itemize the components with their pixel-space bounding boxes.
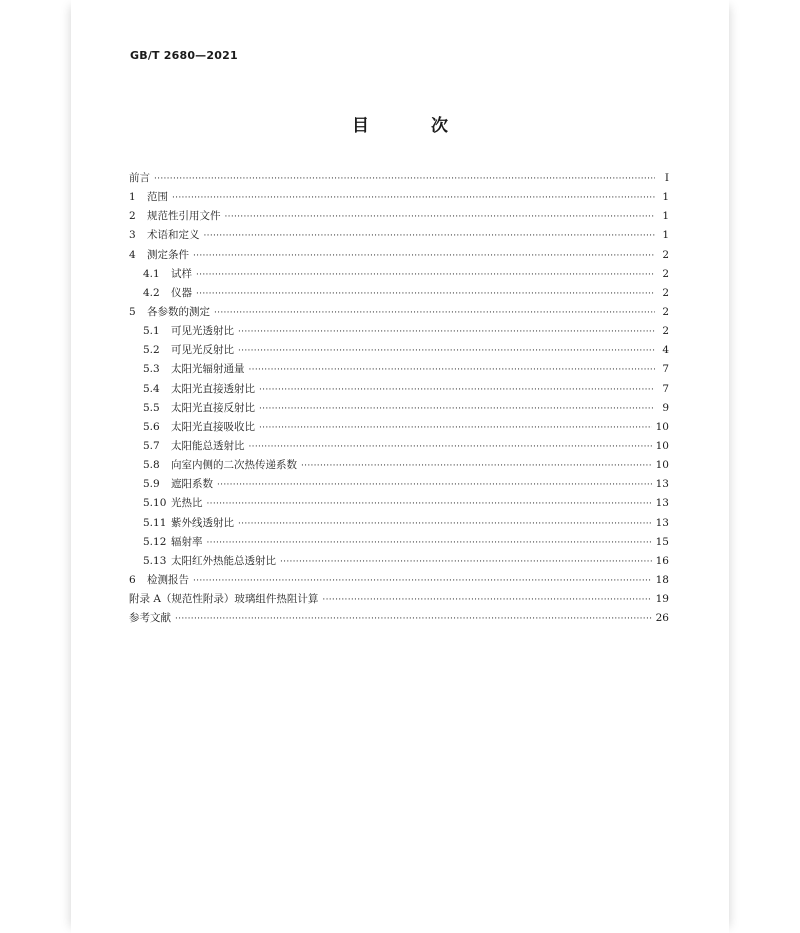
toc-entry-preface[interactable] [129, 170, 669, 189]
toc-entry-number: 5.8 [143, 459, 160, 472]
toc-leader-dots [249, 442, 652, 452]
toc-entry-label: 向室内侧的二次热传递系数 [171, 459, 297, 472]
toc-subentry[interactable] [129, 495, 669, 514]
toc-leader-dots [207, 499, 652, 509]
toc-entry[interactable] [129, 572, 669, 591]
toc-entry-number: 5.10 [143, 497, 167, 510]
toc-leader-dots [301, 461, 652, 471]
toc-entry-number: 4 [129, 248, 136, 261]
toc-entry-label: 太阳光直接反射比 [171, 401, 255, 414]
toc-entry-number: 5 [129, 305, 136, 318]
toc-leader-dots [259, 385, 655, 395]
toc-entry-label: 紫外线透射比 [171, 516, 234, 529]
toc-entry-page: 7 [662, 382, 669, 395]
toc-entry-page: 2 [662, 325, 669, 338]
standard-code: GB/T 2680—2021 [130, 49, 238, 62]
toc-entry-number: 1 [129, 191, 136, 204]
toc-leader-dots [207, 538, 652, 548]
toc-entry-page: 18 [655, 573, 669, 586]
toc-leader-dots [225, 212, 656, 222]
toc-entry-label: 太阳光辐射通量 [171, 363, 245, 376]
toc-entry-label: 范围 [147, 191, 168, 204]
toc-leader-dots [238, 519, 652, 529]
toc-leader-dots [217, 480, 652, 490]
toc-entry-label: 测定条件 [147, 248, 189, 261]
toc-entry-page: 1 [662, 191, 669, 204]
toc-entry-appendix-a[interactable] [129, 591, 669, 610]
toc-entry-number: 4.1 [143, 267, 160, 280]
toc-leader-dots [196, 270, 655, 280]
toc-entry-references[interactable] [129, 610, 669, 629]
toc-entry-page: 10 [655, 459, 669, 472]
toc-entry-label: 可见光透射比 [171, 325, 234, 338]
toc-leader-dots [204, 231, 656, 241]
toc-subentry[interactable] [129, 342, 669, 361]
toc-entry[interactable] [129, 189, 669, 208]
toc-subentry[interactable] [129, 438, 669, 457]
toc-leader-dots [322, 595, 651, 605]
toc-entry-label: 太阳光直接透射比 [171, 382, 255, 395]
toc-entry-label: 光热比 [171, 497, 203, 510]
toc-subentry[interactable] [129, 515, 669, 534]
toc-entry-label: 附录 A（规范性附录）玻璃组件热阻计算 [129, 593, 319, 606]
toc-subentry[interactable] [129, 361, 669, 380]
toc-leader-dots [154, 174, 655, 184]
toc-entry-page: 4 [662, 344, 669, 357]
toc-entry-label: 太阳红外热能总透射比 [171, 554, 276, 567]
toc-leader-dots [238, 346, 655, 356]
toc-entry[interactable] [129, 227, 669, 246]
toc-entry-label: 试样 [171, 267, 192, 280]
toc-entry-number: 5.7 [143, 439, 160, 452]
toc-entry-label: 遮阳系数 [171, 478, 213, 491]
toc-entry-number: 5.2 [143, 344, 160, 357]
toc-entry-page: 2 [662, 267, 669, 280]
toc-entry-label: 辐射率 [171, 535, 203, 548]
toc-leader-dots [280, 557, 652, 567]
toc-entry-label: 前言 [129, 172, 150, 184]
toc-leader-dots [214, 308, 655, 318]
toc-subentry[interactable] [129, 381, 669, 400]
toc-entry-page: 2 [662, 248, 669, 261]
toc-entry-page: 1 [662, 229, 669, 242]
toc-subentry[interactable] [129, 534, 669, 553]
toc-entry-label: 参考文献 [129, 612, 171, 625]
toc-leader-dots [238, 327, 655, 337]
toc-entry-number: 4.2 [143, 286, 160, 299]
toc-entry-page: 26 [655, 612, 669, 625]
toc-entry-number: 5.13 [143, 554, 167, 567]
toc-leader-dots [172, 193, 655, 203]
toc-entry-page: 7 [662, 363, 669, 376]
toc-entry[interactable] [129, 247, 669, 266]
toc-leader-dots [259, 423, 652, 433]
toc-entry-page: 2 [662, 305, 669, 318]
table-of-contents [129, 170, 669, 629]
toc-entry-label: 术语和定义 [147, 229, 200, 242]
toc-leader-dots [259, 404, 655, 414]
toc-entry[interactable] [129, 208, 669, 227]
toc-entry-page: 19 [655, 593, 669, 606]
toc-leader-dots [175, 614, 652, 624]
toc-entry-number: 5.12 [143, 535, 167, 548]
toc-entry-number: 5.6 [143, 420, 160, 433]
toc-leader-dots [193, 251, 655, 261]
toc-entry-page: 16 [655, 554, 669, 567]
toc-subentry[interactable] [129, 266, 669, 285]
toc-entry-label: 可见光反射比 [171, 344, 234, 357]
toc-leader-dots [196, 289, 655, 299]
toc-entry-page: 10 [655, 439, 669, 452]
toc-subentry[interactable] [129, 400, 669, 419]
toc-entry-number: 5.1 [143, 325, 160, 338]
toc-entry-number: 5.4 [143, 382, 160, 395]
toc-entry-label: 检测报告 [147, 573, 189, 586]
toc-subentry[interactable] [129, 476, 669, 495]
toc-entry-page: 10 [655, 420, 669, 433]
toc-entry-label: 太阳能总透射比 [171, 439, 245, 452]
toc-entry-page: 13 [655, 478, 669, 491]
toc-entry-number: 6 [129, 573, 136, 586]
toc-entry-page: 13 [655, 497, 669, 510]
toc-entry-number: 3 [129, 229, 136, 242]
toc-entry-page: 13 [655, 516, 669, 529]
toc-entry-label: 仪器 [171, 286, 192, 299]
toc-entry-label: 规范性引用文件 [147, 210, 221, 223]
toc-entry-page: 1 [662, 210, 669, 223]
toc-subentry[interactable] [129, 419, 669, 438]
toc-subentry[interactable] [129, 323, 669, 342]
toc-entry-number: 5.5 [143, 401, 160, 414]
toc-subentry[interactable] [129, 457, 669, 476]
toc-entry-label: 各参数的测定 [147, 305, 210, 318]
toc-leader-dots [193, 576, 652, 586]
toc-entry-page: I [664, 172, 669, 184]
toc-entry[interactable] [129, 304, 669, 323]
document-page [71, 0, 729, 933]
toc-entry-number: 5.11 [143, 516, 167, 529]
toc-subentry[interactable] [129, 285, 669, 304]
toc-entry-page: 2 [662, 286, 669, 299]
toc-entry-page: 9 [662, 401, 669, 414]
toc-subentry[interactable] [129, 553, 669, 572]
toc-entry-number: 5.3 [143, 363, 160, 376]
toc-entry-number: 5.9 [143, 478, 160, 491]
toc-leader-dots [249, 365, 656, 375]
toc-entry-number: 2 [129, 210, 136, 223]
page-title: 目 次 [352, 116, 476, 136]
toc-entry-page: 15 [655, 535, 669, 548]
toc-entry-label: 太阳光直接吸收比 [171, 420, 255, 433]
